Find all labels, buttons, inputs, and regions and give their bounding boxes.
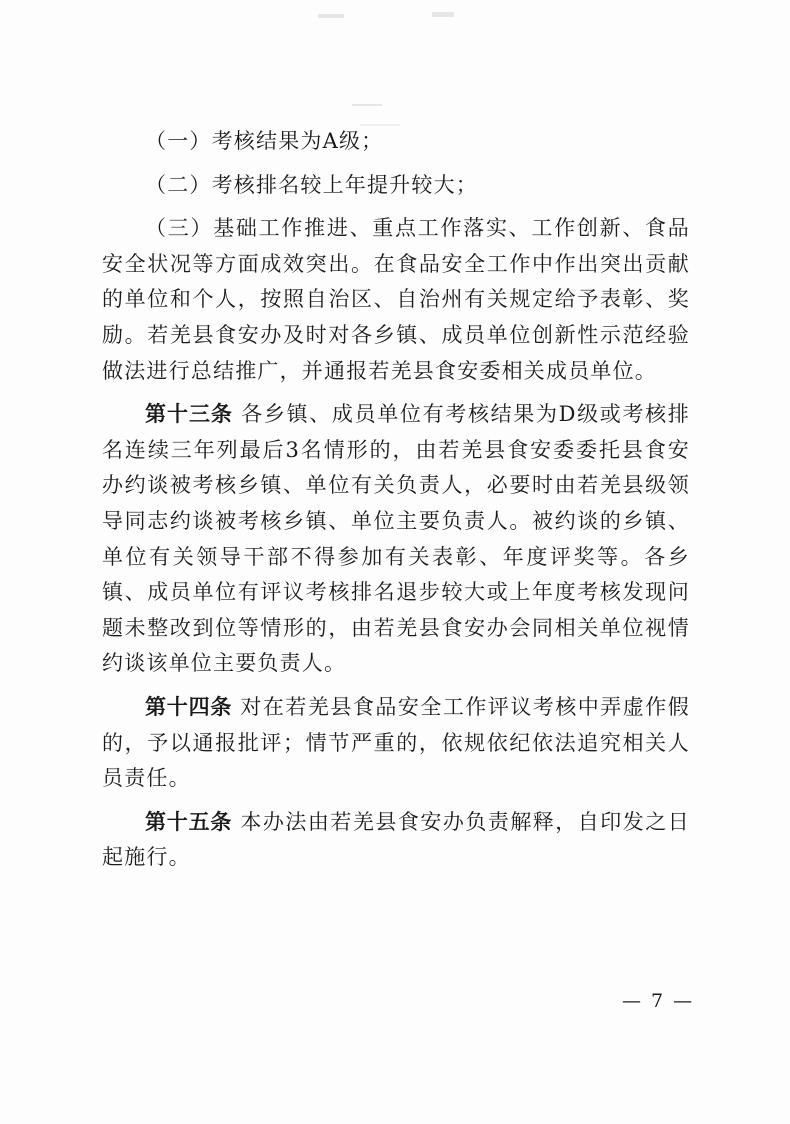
item-text: （三）基础工作推进、重点工作落实、工作创新、食品安全状况等方面成效突出。在食品安全工作中作出突出贡献的单位和个人，按照自治区、自治州有关规定给予表彰、奖励。若羌县食安办及时对各乡镇、成员单位创新性示范经验做法进行总结推广，并通报若羌县食安委相关成员单位。 — [102, 216, 690, 383]
item-3 — [102, 211, 690, 389]
article-13 — [102, 397, 690, 682]
article-text: 各乡镇、成员单位有考核结果为D级或考核排名连续三年列最后3名情形的，由若羌县食安委委托县食安办约谈被考核乡镇、单位有关负责人，必要时由若羌县级领导同志约谈被考核乡镇、单位主要负责人。被约谈的乡镇、单位有关领导干部不得参加有关表彰、年度评奖等。各乡镇、成员单位有评议考核排名退步较大或上年度考核发现问题未整改到位等情形的，由若羌县食安办会同相关单位视情约谈该单位主要负责人。 — [102, 402, 691, 676]
item-2 — [102, 168, 690, 204]
scan-artifact — [432, 12, 454, 17]
page-number: — 7 — — [622, 990, 695, 1012]
scan-artifact — [318, 14, 344, 18]
article-heading: 第十三条 — [145, 402, 233, 427]
article-heading: 第十四条 — [145, 694, 233, 719]
article-text: 本办法由若羌县食安办负责解释，自印发之日起施行。 — [102, 809, 690, 870]
article-14 — [102, 690, 690, 797]
article-heading: 第十五条 — [145, 809, 233, 834]
item-text: （一）考核结果为A级； — [145, 129, 384, 153]
item-1 — [102, 124, 690, 160]
article-15 — [102, 805, 690, 876]
item-text: （二）考核排名较上年提升较大； — [145, 172, 478, 197]
article-text: 对在若羌县食品安全工作评议考核中弄虚作假的，予以通报批评；情节严重的，依规依纪依法追究相关人员责任。 — [102, 694, 690, 791]
scan-artifact — [352, 104, 382, 106]
document-body — [102, 124, 690, 884]
